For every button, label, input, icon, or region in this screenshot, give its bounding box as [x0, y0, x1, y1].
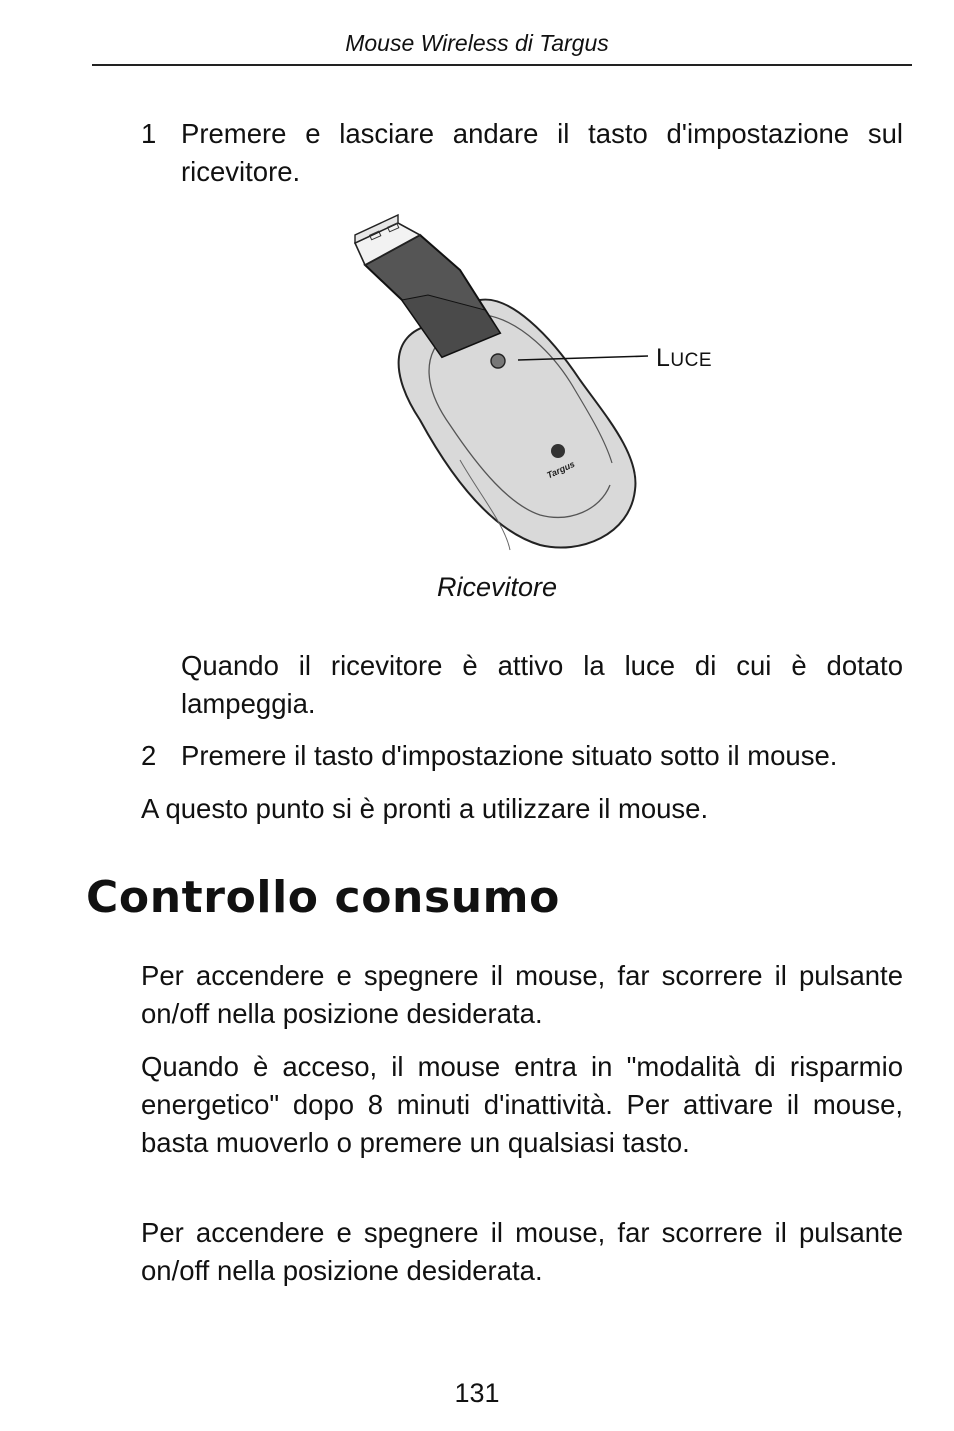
targus-wordmark: Targus [545, 458, 577, 481]
figure-caption: Ricevitore [436, 572, 558, 602]
step-2-text: Premere il tasto d'impostazione situato sotto il mouse. [181, 740, 838, 771]
section-paragraph-2: Quando è acceso, il mouse entra in "modalità di risparmio energetico" dopo 8 minuti d'inattività. Per attivare il mouse, basta muoverlo o premere un qualsiasi tasto. [141, 1051, 903, 1158]
section-paragraph-3: Per accendere e spegnere il mouse, far scorrere il pulsante on/off nella posizione desiderata. [141, 1217, 903, 1286]
step-1-text: Premere e lasciare andare il tasto d'impostazione sul ricevitore. [181, 118, 903, 187]
header-rule [92, 64, 912, 66]
ready-paragraph: A questo punto si è pronti a utilizzare il mouse. [141, 793, 709, 824]
indicator-light [491, 354, 505, 368]
callout-initial: L [656, 344, 671, 372]
targus-logo-icon [551, 444, 565, 458]
page-number: 131 [454, 1378, 500, 1408]
section-paragraph-1: Per accendere e spegnere il mouse, far scorrere il pulsante on/off nella posizione desiderata. [141, 960, 903, 1029]
step-1-number: 1 [141, 118, 157, 149]
light-callout-label [656, 344, 712, 373]
running-header: Mouse Wireless di Targus [345, 30, 609, 56]
step-2-number: 2 [141, 740, 157, 771]
light-blink-paragraph: Quando il ricevitore è attivo la luce di cui è dotato lampeggia. [181, 650, 903, 719]
callout-rest: UCE [670, 350, 713, 371]
section-heading: Controllo consumo [86, 872, 560, 923]
receiver-illustration [330, 205, 750, 565]
receiver-drawing [330, 205, 750, 565]
